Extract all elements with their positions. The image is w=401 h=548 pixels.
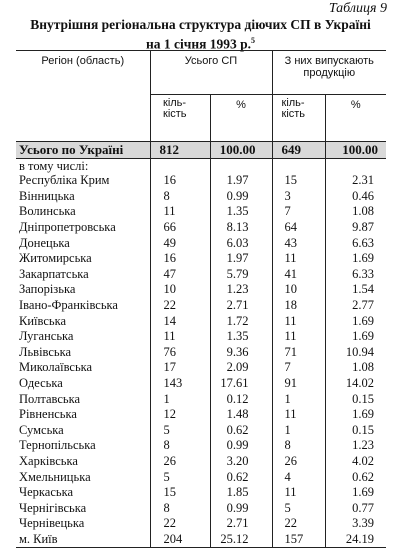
- jv-percent: 0.62: [210, 469, 272, 485]
- producing-percent: 1.08: [352, 204, 374, 219]
- producing-count: 7: [272, 360, 325, 376]
- table-row: [16, 329, 386, 345]
- jv-count: 22: [150, 298, 210, 314]
- producing-count: 18: [272, 298, 325, 314]
- total-count-2: 649: [272, 142, 325, 159]
- table-row: [16, 173, 386, 189]
- table-row: [16, 235, 386, 251]
- table-row: [16, 189, 386, 205]
- header-region: Регіон (область): [16, 51, 150, 142]
- jv-percent: 25.12: [210, 532, 272, 548]
- jv-percent: 2.09: [210, 360, 272, 376]
- jv-count: 8: [150, 438, 210, 454]
- table-row: [16, 220, 386, 236]
- jv-count: 5: [150, 423, 210, 439]
- region-name: Одеська: [16, 376, 150, 392]
- jv-percent: 3.20: [210, 454, 272, 470]
- total-percent-1: 100.00: [210, 142, 272, 159]
- jv-count: 1: [150, 391, 210, 407]
- jv-percent: 6.03: [210, 235, 272, 251]
- header-percent-2: %: [325, 95, 386, 142]
- table-row: [16, 251, 386, 267]
- table-row: [16, 282, 386, 298]
- producing-count: 3: [272, 189, 325, 205]
- producing-count: 26: [272, 454, 325, 470]
- jv-percent: 0.12: [210, 391, 272, 407]
- jv-count: 12: [150, 407, 210, 423]
- jv-count: 5: [150, 469, 210, 485]
- jv-count: 204: [150, 532, 210, 548]
- region-name: Рівненська: [16, 407, 150, 423]
- producing-percent: 0.77: [352, 500, 374, 515]
- jv-percent: 9.36: [210, 345, 272, 361]
- producing-percent: 1.54: [352, 282, 374, 297]
- table-row: [16, 360, 386, 376]
- region-name: Волинська: [16, 204, 150, 220]
- table-row: [16, 391, 386, 407]
- table-row: [16, 298, 386, 314]
- producing-percent: 2.31: [352, 173, 374, 188]
- region-name: Тернопільська: [16, 438, 150, 454]
- producing-count: 11: [272, 251, 325, 267]
- producing-count: 43: [272, 235, 325, 251]
- header-row-top: [16, 51, 386, 95]
- producing-count: 64: [272, 220, 325, 236]
- producing-percent: 3.39: [352, 516, 374, 531]
- producing-percent: 1.69: [352, 407, 374, 422]
- jv-percent: 5.79: [210, 267, 272, 283]
- jv-percent: 1.85: [210, 485, 272, 501]
- jv-count: 47: [150, 267, 210, 283]
- jv-count: 11: [150, 204, 210, 220]
- producing-count: 7: [272, 204, 325, 220]
- jv-percent: 2.71: [210, 516, 272, 532]
- producing-count: 11: [272, 485, 325, 501]
- producing-count: 8: [272, 438, 325, 454]
- including-row: [16, 159, 386, 174]
- jv-count: 14: [150, 313, 210, 329]
- region-name: Дніпропетровська: [16, 220, 150, 236]
- footnote-mark: 5: [251, 36, 256, 45]
- jv-percent: 1.23: [210, 282, 272, 298]
- table-row: [16, 516, 386, 532]
- producing-percent: 1.69: [352, 329, 374, 344]
- producing-percent: 0.15: [352, 391, 374, 406]
- jv-count: 49: [150, 235, 210, 251]
- jv-count: 10: [150, 282, 210, 298]
- producing-percent: 10.94: [345, 344, 374, 359]
- producing-percent: 0.62: [352, 469, 374, 484]
- region-name: Сумська: [16, 423, 150, 439]
- region-name: Київська: [16, 313, 150, 329]
- jv-count: 66: [150, 220, 210, 236]
- table-number: Таблиця 9: [328, 1, 387, 16]
- table-row: [16, 423, 386, 439]
- producing-percent: 2.77: [352, 298, 374, 313]
- total-name: Усього по Україні: [16, 142, 150, 159]
- total-row: [16, 142, 386, 159]
- producing-count: 11: [272, 407, 325, 423]
- jv-percent: 1.35: [210, 204, 272, 220]
- region-name: Миколаївська: [16, 360, 150, 376]
- jv-percent: 0.99: [210, 189, 272, 205]
- producing-count: 11: [272, 313, 325, 329]
- header-percent-1: %: [210, 95, 272, 142]
- producing-count: 5: [272, 500, 325, 516]
- header-producing: З них випускають продукцію: [272, 51, 386, 95]
- region-name: Чернівецька: [16, 516, 150, 532]
- producing-percent: 9.87: [352, 220, 374, 235]
- jv-percent: 8.13: [210, 220, 272, 236]
- producing-percent: 1.69: [352, 251, 374, 266]
- jv-count: 26: [150, 454, 210, 470]
- producing-percent: 14.02: [345, 376, 374, 391]
- producing-count: 22: [272, 516, 325, 532]
- jv-count: 15: [150, 485, 210, 501]
- jv-percent: 0.99: [210, 438, 272, 454]
- producing-percent: 6.33: [352, 266, 374, 281]
- producing-percent: 1.23: [352, 438, 374, 453]
- region-table: [16, 50, 386, 548]
- producing-count: 41: [272, 267, 325, 283]
- total-count-1: 812: [150, 142, 210, 159]
- region-name: м. Київ: [16, 532, 150, 548]
- jv-count: 17: [150, 360, 210, 376]
- region-name: Запорізька: [16, 282, 150, 298]
- region-name: Житомирська: [16, 251, 150, 267]
- jv-count: 8: [150, 500, 210, 516]
- region-name: Черкаська: [16, 485, 150, 501]
- jv-percent: 2.71: [210, 298, 272, 314]
- producing-percent: 1.08: [352, 360, 374, 375]
- producing-percent: 0.46: [352, 188, 374, 203]
- table-row: [16, 469, 386, 485]
- jv-count: 8: [150, 189, 210, 205]
- table-row: [16, 376, 386, 392]
- table-title: [0, 17, 401, 53]
- region-name: Чернігівська: [16, 500, 150, 516]
- producing-count: 157: [272, 532, 325, 548]
- producing-count: 71: [272, 345, 325, 361]
- region-name: Івано-Франківська: [16, 298, 150, 314]
- producing-percent: 6.63: [352, 235, 374, 250]
- region-name: Донецька: [16, 235, 150, 251]
- jv-count: 11: [150, 329, 210, 345]
- producing-count: 11: [272, 329, 325, 345]
- region-name: Львівська: [16, 345, 150, 361]
- region-name: Закарпатська: [16, 267, 150, 283]
- producing-count: 4: [272, 469, 325, 485]
- table-row: [16, 267, 386, 283]
- region-name: Полтавська: [16, 391, 150, 407]
- producing-count: 1: [272, 423, 325, 439]
- producing-percent: 0.15: [352, 422, 374, 437]
- producing-percent: 1.69: [352, 313, 374, 328]
- jv-percent: 1.48: [210, 407, 272, 423]
- title-line-1: Внутрішня регіональна структура діючих СП в Україні: [30, 17, 371, 32]
- producing-percent: 4.02: [352, 453, 374, 468]
- jv-count: 143: [150, 376, 210, 392]
- total-percent-2: 100.00: [325, 142, 386, 159]
- jv-count: 16: [150, 251, 210, 267]
- producing-count: 91: [272, 376, 325, 392]
- jv-count: 16: [150, 173, 210, 189]
- region-name: Республіка Крим: [16, 173, 150, 189]
- jv-percent: 17.61: [210, 376, 272, 392]
- jv-percent: 0.99: [210, 500, 272, 516]
- jv-count: 76: [150, 345, 210, 361]
- table-row: [16, 438, 386, 454]
- table-row: [16, 407, 386, 423]
- header-total-jv: Усього СП: [150, 51, 272, 95]
- table-row: [16, 313, 386, 329]
- producing-count: 1: [272, 391, 325, 407]
- producing-percent: 24.19: [325, 532, 386, 548]
- header-count-1: кіль- кість: [150, 95, 210, 142]
- table-row: [16, 454, 386, 470]
- region-name: Хмельницька: [16, 469, 150, 485]
- producing-percent: 1.69: [352, 485, 374, 500]
- table-row: [16, 500, 386, 516]
- jv-count: 22: [150, 516, 210, 532]
- jv-percent: 1.97: [210, 173, 272, 189]
- region-name: Луганська: [16, 329, 150, 345]
- producing-count: 15: [272, 173, 325, 189]
- including-label: в тому числі:: [16, 159, 150, 174]
- producing-count: 10: [272, 282, 325, 298]
- region-name: Харківська: [16, 454, 150, 470]
- jv-percent: 1.35: [210, 329, 272, 345]
- table-row: [16, 345, 386, 361]
- jv-percent: 1.97: [210, 251, 272, 267]
- table-row: [16, 532, 386, 548]
- jv-percent: 0.62: [210, 423, 272, 439]
- table-row: [16, 485, 386, 501]
- header-count-2: кіль- кість: [272, 95, 325, 142]
- region-name: Вінницька: [16, 189, 150, 205]
- title-line-2: на 1 січня 1993 р.$^5$: [145, 36, 256, 52]
- table-row: [16, 204, 386, 220]
- jv-percent: 1.72: [210, 313, 272, 329]
